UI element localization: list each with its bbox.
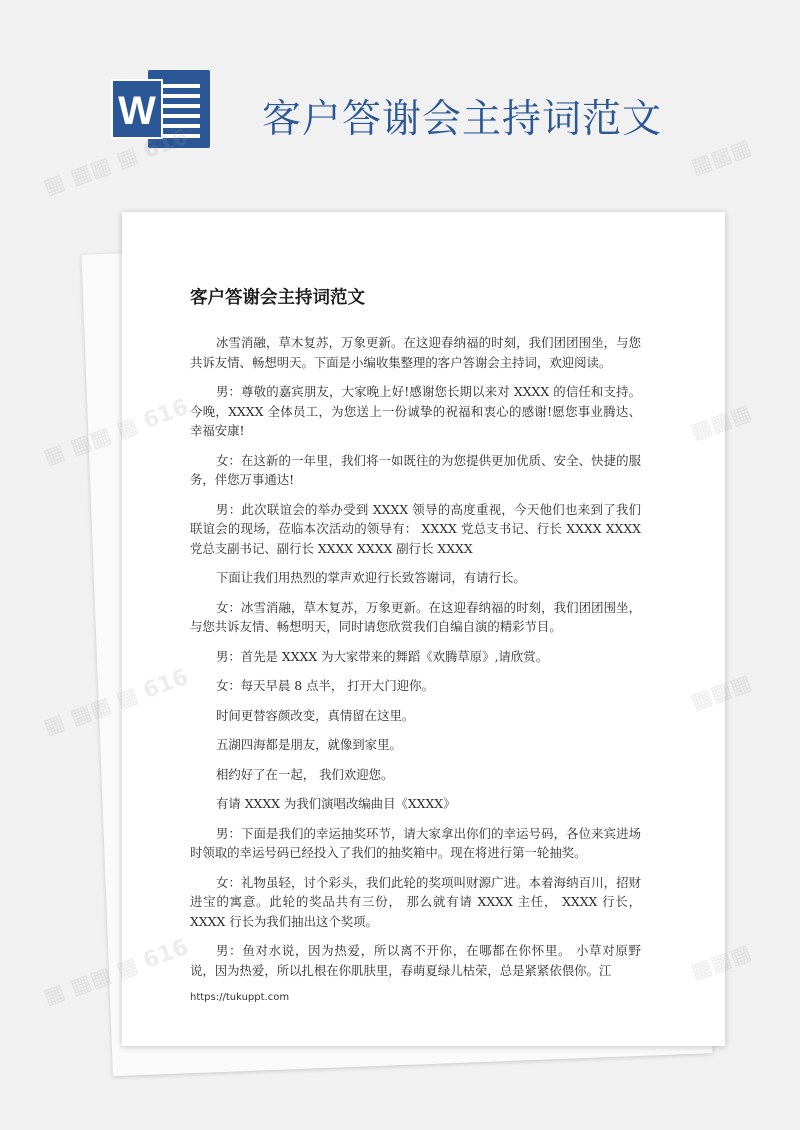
document-page — [122, 212, 725, 1046]
paragraph: 男：下面是我们的幸运抽奖环节，请大家拿出你们的幸运号码，各位来宾进场时领取的幸运号码已经投入了我们的抽奖箱中。现在将进行第一轮抽奖。 — [190, 825, 641, 860]
document-body — [190, 333, 641, 990]
paragraph: 有请 XXXX 为我们演唱改编曲目《XXXX》 — [216, 796, 456, 811]
word-logo-icon — [110, 66, 212, 152]
paragraph: 男：此次联谊会的举办受到 XXXX 领导的高度重视，今天他们也来到了我们联谊会的现场，莅临本次活动的领导有： XXXX 党总支书记、行长 XXXX XXXX 党总支副书记、副行长 XXXX XXXX 副行长 XXXX — [190, 501, 641, 556]
paragraph: 女：礼物虽轻，讨个彩头，我们此轮的奖项叫财源广进。本着海纳百川，招财进宝的寓意。此轮的奖品共有三份， 那么就有请 XXXX 主任， XXXX 行长，XXXX 行长为我们抽出这个奖项。 — [190, 874, 641, 929]
paragraph: 男：首先是 XXXX 为大家带来的舞蹈《欢腾草原》,请欣赏。 — [216, 648, 549, 664]
paragraph: 男：尊敬的嘉宾朋友，大家晚上好!感谢您长期以来对 XXXX 的信任和支持。今晚，XXXX 全体员工，为您送上一份诚挚的祝福和衷心的感谢!愿您事业腾达、幸福安康! — [190, 384, 641, 438]
paragraph: 女：冰雪消融，草木复苏，万象更新。在这迎春纳福的时刻，我们团团围坐，与您共诉友情、畅想明天，同时请您欣赏我们自编自演的精彩节目。 — [190, 599, 641, 634]
paragraph: 下面让我们用热烈的掌声欢迎行长致答谢词，有请行长。 — [216, 570, 526, 585]
paragraph: 相约好了在一起， 我们欢迎您。 — [216, 766, 394, 782]
watermark-mark: ▦ ▦▦ — [40, 692, 115, 741]
paragraph: 冰雪消融，草木复苏，万象更新。在这迎春纳福的时刻，我们团团围坐，与您共诉友情、畅想明天。下面是小编收集整理的客户答谢会主持词，欢迎阅读。 — [190, 335, 641, 370]
watermark-mark: ▦ ▦▦ — [40, 962, 115, 1011]
footer-url: https://tukuppt.com — [190, 992, 290, 1003]
paragraph: 女：在这新的一年里，我们将一如既往的为您提供更加优质、安全、快捷的服务，伴您万事通达! — [190, 452, 641, 487]
watermark-mark: ▦ ▦▦ ▦ 616 — [40, 124, 192, 201]
document-title: 客户答谢会主持词范文 — [190, 288, 365, 308]
paragraph: 五湖四海都是朋友，就像到家里。 — [216, 737, 402, 752]
watermark-mark: ▦ — [40, 439, 69, 471]
paragraph: 女：每天早晨 8 点半， 打开大门迎你。 — [216, 678, 434, 693]
paragraph: 时间更替容颜改变，真情留在这里。 — [216, 707, 415, 723]
page-title: 客户答谢会主持词范文 — [262, 97, 663, 142]
word-logo-letter: W — [118, 89, 156, 133]
header — [0, 0, 800, 200]
watermark-mark: ▦▦▦ — [687, 135, 755, 180]
paragraph: 男：鱼对水说，因为热爱，所以离不开你，在哪都在你怀里。 小草对原野说，因为热爱，所以扎根在你肌肤里，春萌夏绿儿枯荣，总是紧紧依偎你。江 — [190, 943, 641, 978]
